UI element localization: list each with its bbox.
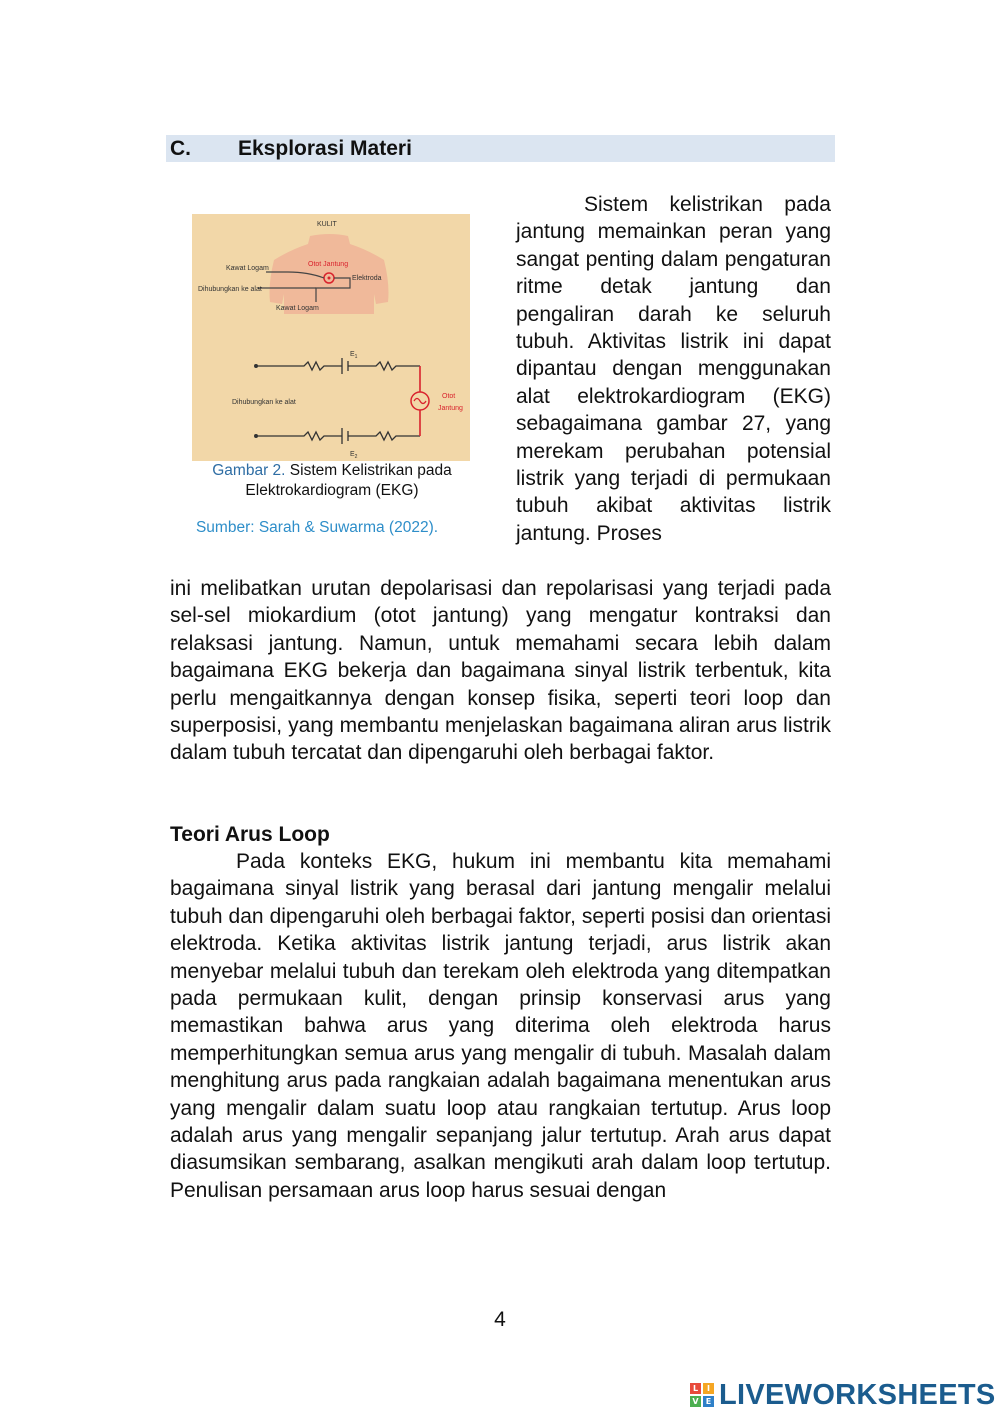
label-e1: $E_1$ [350,351,358,360]
logo-letter-l: L [690,1383,701,1394]
subheading-teori-arus-loop: Teori Arus Loop [170,823,330,846]
logo-letter-i: I [703,1383,714,1394]
section-title: Eksplorasi Materi [238,137,412,160]
paragraph-1-continuation: ini melibatkan urutan depolarisasi dan repolarisasi yang terjadi pada sel-sel miokardium (otot jantung) yang mengatur kontraksi dan relaksasi jantung. Namun, untuk memahami secara lebih dalam bagaimana EKG bekerja dan bagaimana sinyal listrik terbentuk, kita perlu mengaitkannya dengan konsep fisika, seperti teori loop dan superposisi, yang membantu menjelaskan bagaimana aliran arus listrik dalam tubuh tercatat dan dipengaruhi oleh berbagai faktor. [170,577,831,765]
section-heading [166,135,835,162]
paragraph-2: Pada konteks EKG, hukum ini membantu kita memahami bagaimana sinyal listrik yang berasal dari jantung mengalir melalui tubuh dan dipengaruhi oleh berbagai faktor, seperti posisi dan orientasi elektroda. Ketika aktivitas listrik jantung terjadi, arus listrik akan menyebar melalui tubuh dan terekam oleh elektroda yang ditempatkan pada permukaan kulit, dengan prinsip konservasi arus yang memastikan bahwa arus yang diterima oleh elektroda harus memperhitungkan semua arus yang mengalir di tubuh. Masalah dalam menghitung arus pada rangkaian adalah bagaimana menentukan arus yang mengalir dalam suatu loop atau rangkaian tertutup. Arus loop adalah arus yang mengalir sepanjang jalur tertutup. Arah arus dapat diasumsikan sembarang, asalkan mengikuti arah dalam loop tertutup. Penulisan persamaan arus loop harus sesuai dengan [170,850,831,1202]
figure-caption-text: Sistem Kelistrikan pada Elektrokardiogram (EKG) [245,462,452,499]
label-kawat-logam-2: Kawat Logam [276,305,319,312]
label-otot-jantung-top: Otot Jantung [308,261,349,268]
label-jantung: Jantung [438,405,463,412]
label-dihubungkan-2: Dihubungkan ke alat [232,399,296,406]
figure-caption-label: Gambar 2. [212,462,286,479]
label-dihubungkan-1: Dihubungkan ke alat [198,286,262,293]
ekg-diagram [192,214,470,461]
liveworksheets-logo-icon [690,1383,714,1407]
label-e2: $E_2$ [350,451,358,460]
terminal-bottom [254,434,258,438]
logo-letter-v: V [690,1396,701,1407]
heart-electrode-dot [328,277,331,280]
paragraph-1-side: Sistem kelistrikan pada jantung memainkan peran yang sangat penting dalam pengaturan ritme detak jantung dan pengaliran darah ke seluruh tubuh. Aktivitas listrik ini dapat dipantau dengan menggunakan alat elektrokardiogram (EKG) sebagaimana gambar 27, yang merekam perubahan potensial listrik yang terjadi di permukaan tubuh akibat aktivitas listrik jantung. Proses [516,193,831,545]
liveworksheets-watermark [690,1378,996,1412]
terminal-top [254,364,258,368]
figure-source: Sumber: Sarah & Suwarma (2022). [195,519,439,536]
logo-letter-e: E [703,1396,714,1407]
page-number: 4 [494,1308,506,1331]
label-kulit: KULIT [317,221,337,228]
watermark-text: LIVEWORKSHEETS [719,1378,996,1411]
label-otot: Otot [442,393,456,400]
section-letter: C. [170,137,191,160]
label-elektroda: Elektroda [352,275,382,282]
figure-caption [178,461,486,501]
label-kawat-logam-1: Kawat Logam [226,265,269,272]
ekg-figure [192,214,470,461]
